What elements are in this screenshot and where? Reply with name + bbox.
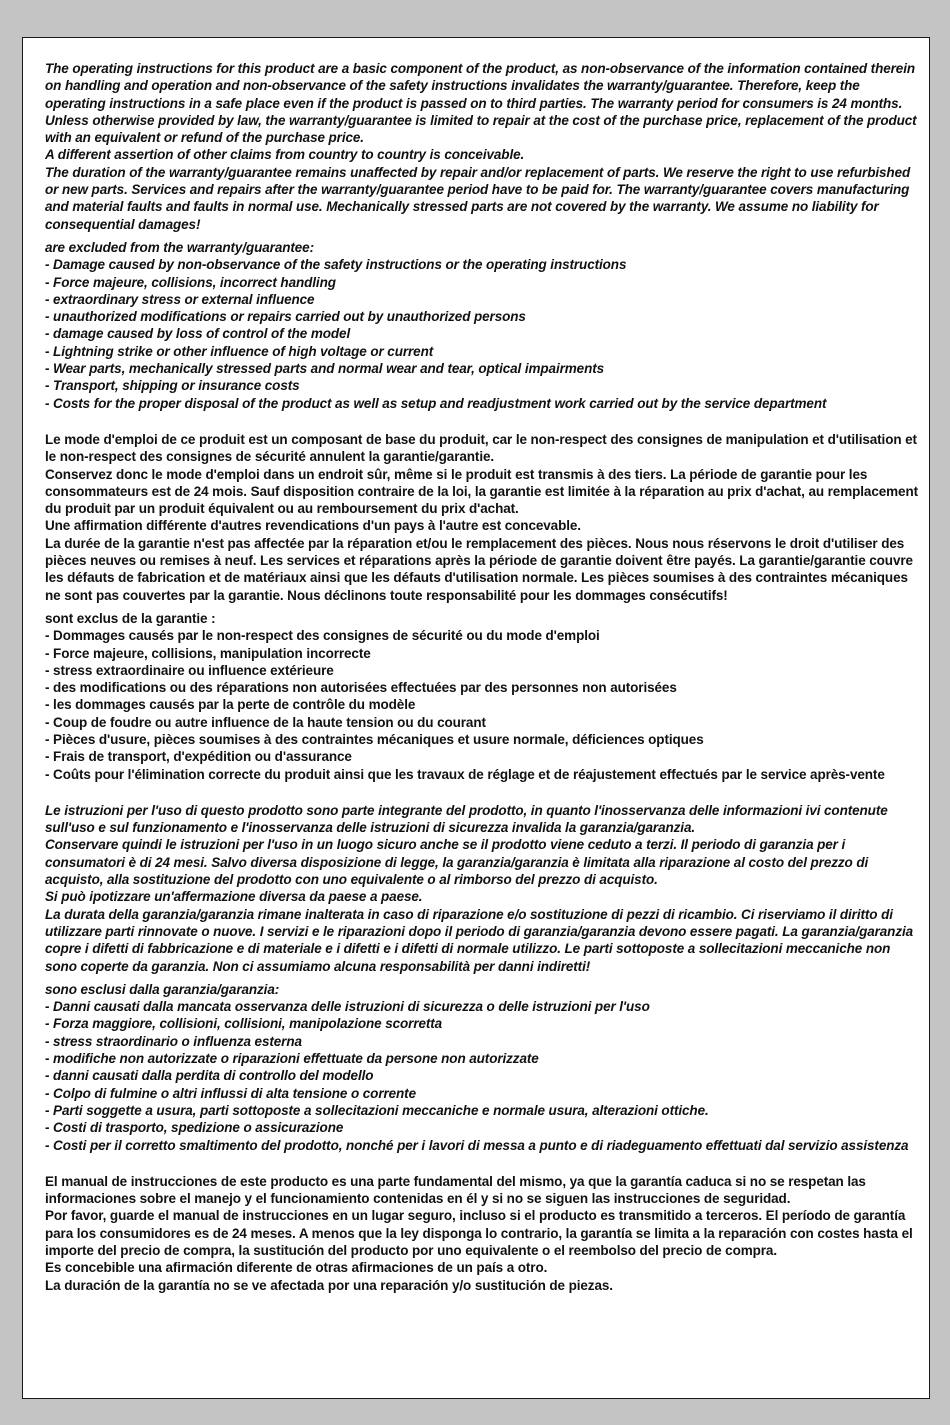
document-body bbox=[45, 60, 921, 1294]
exclusions-heading: sono esclusi dalla garanzia/garanzia: bbox=[45, 981, 280, 997]
list-item: - Forza maggiore, collisioni, collisioni, manipolazione scorretta bbox=[45, 1016, 443, 1032]
list-item: - Danni causati dalla mancata osservanza delle istruzioni di sicurezza o delle istruzioni per l'uso bbox=[45, 999, 650, 1015]
section-french bbox=[45, 431, 921, 783]
list-item: - Costs for the proper disposal of the product as well as setup and readjustment work carried out by the service department bbox=[45, 395, 827, 411]
paragraph: Si può ipotizzare un'affermazione diversa da paese a paese. bbox=[45, 889, 423, 905]
paragraph: La duración de la garantía no se ve afectada por una reparación y/o sustitución de piezas. bbox=[45, 1277, 613, 1293]
list-item: - des modifications ou des réparations non autorisées effectuées par des personnes non autorisées bbox=[45, 680, 677, 696]
list-item: - unauthorized modifications or repairs carried out by unauthorized persons bbox=[45, 309, 526, 325]
paragraph: La durata della garanzia/garanzia rimane inalterata in caso di riparazione e/o sostituzione di pezzi di ricambio. Ci riserviamo il diritto di utilizzare parti rinnovate o nuove. I servizi e le riparazioni dopo il periodo di garanzia/garanzia devono essere pagati. La garanzia/garanzia copre i difetti di fabbricazione e di materiale e i difetti e i difetti di normale utilizzo. Le parti sottoposte a sollecitazioni meccaniche non sono coperte da garanzia. Non ci assumiamo alcuna responsabilità per danni indiretti! bbox=[45, 906, 914, 974]
section-english bbox=[45, 60, 921, 412]
exclusions-heading: sont exclus de la garantie : bbox=[45, 610, 216, 626]
exclusions-list bbox=[45, 998, 921, 1154]
list-item: - Coûts pour l'élimination correcte du produit ainsi que les travaux de réglage et de réajustement effectués par le service après-vente bbox=[45, 766, 885, 782]
paragraph: La durée de la garantie n'est pas affectée par la réparation et/ou le remplacement des pièces. Nous nous réservons le droit d'utiliser des pièces neuves ou remises à neuf. Les services et réparations après la période de garantie doivent être payés. La garantie/garantie couvre les défauts de fabrication et de matériaux ainsi que les défauts d'utilisation normale. Les pièces soumises à des contraintes mécaniques ne sont pas couvertes par la garantie. Nous déclinons toute responsabilité pour les dommages consécutifs! bbox=[45, 535, 913, 603]
list-item: - Force majeure, collisions, incorrect handling bbox=[45, 274, 336, 290]
exclusions-list bbox=[45, 627, 921, 783]
paragraph: El manual de instrucciones de este producto es una parte fundamental del mismo, ya que la garantía caduca si no se respetan las informaciones sobre el manejo y el funcionamiento contenidas en él y si no se siguen las instrucciones de seguridad. bbox=[45, 1173, 866, 1207]
paragraph: The operating instructions for this product are a basic component of the product, as non-observance of the information contained therein on handling and operation and non-observance of the safety instructions invalidates the warranty/guarantee. Therefore, keep the operating instructions in a safe place even if the product is passed on to third parties. The warranty period for consumers is 24 months. Unless otherwise provided by law, the warranty/guarantee is limited to repair at the cost of the purchase price, replacement of the product with an equivalent or refund of the purchase price. bbox=[45, 61, 917, 146]
list-item: - Wear parts, mechanically stressed parts and normal wear and tear, optical impairments bbox=[45, 361, 605, 377]
paragraph: Conservare quindi le istruzioni per l'uso in un luogo sicuro anche se il prodotto viene ceduto a terzi. Il periodo di garanzia per i consumatori è di 24 mesi. Salvo diversa disposizione di legge, la garanzia/garanzia è limitata alla riparazione al costo del prezzo di acquisto, alla sostituzione del prodotto con uno equivalente o al rimborso del prezzo di acquisto. bbox=[45, 837, 869, 888]
list-item: - Dommages causés par le non-respect des consignes de sécurité ou du mode d'emploi bbox=[45, 628, 600, 644]
exclusions-block bbox=[45, 981, 921, 1154]
list-item: - modifiche non autorizzate o riparazioni effettuate da persone non autorizzate bbox=[45, 1051, 539, 1067]
list-item: - Costi per il corretto smaltimento del prodotto, nonché per i lavori di messa a punto e di riadeguamento effettuati dal servizio assistenza bbox=[45, 1137, 909, 1153]
list-item: - les dommages causés par la perte de contrôle du modèle bbox=[45, 697, 416, 713]
paragraph: Le mode d'emploi de ce produit est un composant de base du produit, car le non-respect des consignes de manipulation et d'utilisation et le non-respect des consignes de sécurité annulent la garantie/garantie. bbox=[45, 431, 917, 465]
list-item: - stress straordinario o influenza esterna bbox=[45, 1033, 302, 1049]
paragraph: Por favor, guarde el manual de instrucciones en un lugar seguro, incluso si el producto es transmitido a terceros. El período de garantía para los consumidores es de 24 meses. A menos que la ley disponga lo contrario, la garantía se limita a la reparación con costes hasta el importe del precio de compra, la sustitución del producto por uno equivalente o el reembolso del precio de compra. bbox=[45, 1208, 913, 1258]
exclusions-block bbox=[45, 610, 921, 783]
paragraph: Le istruzioni per l'uso di questo prodotto sono parte integrante del prodotto, in quanto l'inosservanza delle informazioni ivi contenute sull'uso e sul funzionamento e l'inosservanza delle istruzioni di sicurezza invalida la garanzia/garanzia. bbox=[45, 802, 888, 836]
list-item: - danni causati dalla perdita di controllo del modello bbox=[45, 1068, 374, 1084]
list-item: - Force majeure, collisions, manipulation incorrecte bbox=[45, 645, 371, 661]
document-page bbox=[22, 37, 930, 1399]
list-item: - Pièces d'usure, pièces soumises à des contraintes mécaniques et usure normale, déficiences optiques bbox=[45, 731, 704, 747]
list-item: - stress extraordinaire ou influence extérieure bbox=[45, 662, 334, 678]
paragraph: Conservez donc le mode d'emploi dans un endroit sûr, même si le produit est transmis à des tiers. La période de garantie pour les consommateurs est de 24 mois. Sauf disposition contraire de la loi, la garantie est limitée à la réparation au prix d'achat, au remplacement du produit par un produit équivalent ou au remboursement du prix d'achat. bbox=[45, 466, 918, 517]
exclusions-heading: are excluded from the warranty/guarantee: bbox=[45, 239, 314, 255]
list-item: - Costi di trasporto, spedizione o assicurazione bbox=[45, 1120, 344, 1136]
list-item: - Lightning strike or other influence of high voltage or current bbox=[45, 343, 434, 359]
list-item: - Colpo di fulmine o altri influssi di alta tensione o corrente bbox=[45, 1085, 416, 1101]
exclusions-list bbox=[45, 256, 921, 412]
paragraph: The duration of the warranty/guarantee remains unaffected by repair and/or replacement of parts. We reserve the right to use refurbished or new parts. Services and repairs after the warranty/guarantee period have to be paid for. The warranty/guarantee covers manufacturing and material faults and faults in normal use. Mechanically stressed parts are not covered by the warranty. We assume no liability for consequential damages! bbox=[45, 164, 911, 232]
section-italian bbox=[45, 802, 921, 1154]
list-item: - Frais de transport, d'expédition ou d'assurance bbox=[45, 749, 352, 765]
exclusions-block bbox=[45, 239, 921, 412]
paragraph: A different assertion of other claims from country to country is conceivable. bbox=[45, 147, 525, 163]
list-item: - extraordinary stress or external influence bbox=[45, 291, 315, 307]
section-spanish bbox=[45, 1173, 921, 1294]
list-item: - damage caused by loss of control of the model bbox=[45, 326, 351, 342]
paragraph: Une affirmation différente d'autres revendications d'un pays à l'autre est concevable. bbox=[45, 518, 581, 534]
list-item: - Damage caused by non-observance of the safety instructions or the operating instructions bbox=[45, 257, 627, 273]
list-item: - Transport, shipping or insurance costs bbox=[45, 378, 300, 394]
list-item: - Coup de foudre ou autre influence de la haute tension ou du courant bbox=[45, 714, 486, 730]
paragraph: Es concebible una afirmación diferente de otras afirmaciones de un país a otro. bbox=[45, 1260, 548, 1276]
list-item: - Parti soggette a usura, parti sottoposte a sollecitazioni meccaniche e normale usura, alterazioni ottiche. bbox=[45, 1102, 709, 1118]
